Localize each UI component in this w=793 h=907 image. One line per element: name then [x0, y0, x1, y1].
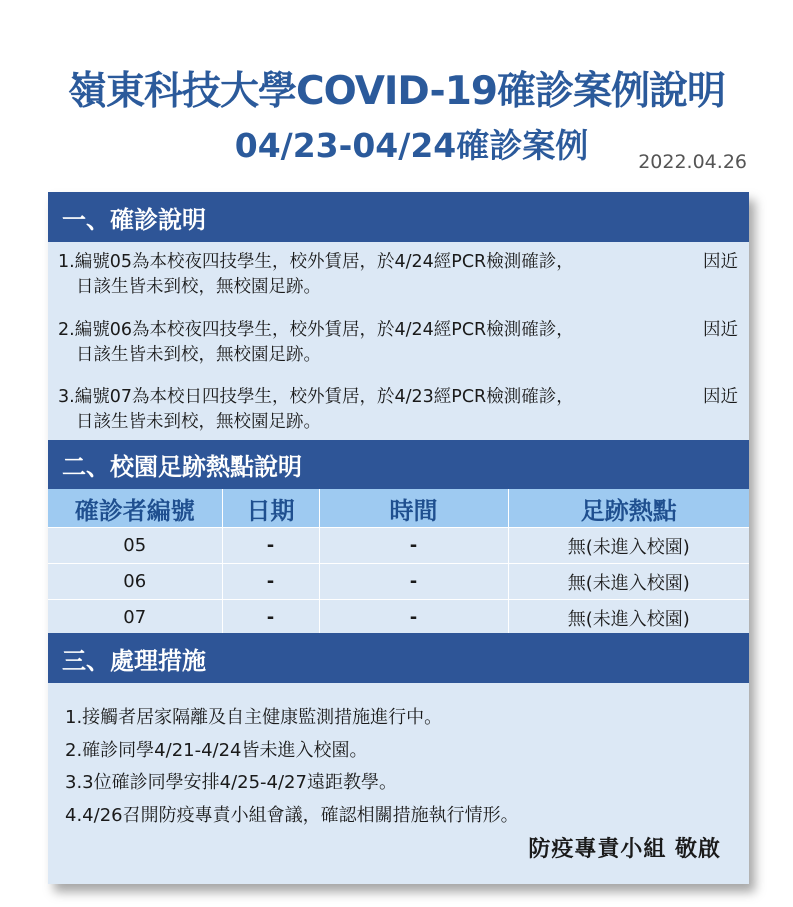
table-cell: 05 [48, 528, 222, 564]
case-text-tail: 因近 [703, 320, 738, 340]
notice-card [48, 192, 749, 884]
table-row [48, 564, 749, 600]
table-row [48, 600, 749, 636]
table-cell: 07 [48, 600, 222, 636]
table-row [48, 528, 749, 564]
case-item [58, 250, 738, 300]
case-text-tail: 因近 [703, 252, 738, 272]
signature: 防疫專責小組 敬啟 [528, 837, 721, 862]
case-text-line2: 日該生皆未到校，無校園足跡。 [76, 277, 321, 297]
case-text-tail: 因近 [703, 387, 738, 407]
case-item [58, 318, 738, 368]
list-item: 3.3位確診同學安排4/25-4/27遠距教學。 [65, 772, 397, 793]
section1-header: 一、確診說明 [48, 192, 749, 242]
table-cell: - [222, 600, 319, 636]
table-cell: - [319, 564, 508, 600]
column-header: 確診者編號 [48, 489, 222, 528]
table-cell: - [222, 528, 319, 564]
publish-date: 2022.04.26 [638, 151, 747, 173]
case-text-line2: 日該生皆未到校，無校園足跡。 [76, 412, 321, 432]
case-text: 1.編號05為本校夜四技學生，校外賃居，於4/24經PCR檢測確診， [58, 252, 574, 272]
measures-list [65, 702, 735, 832]
column-header: 足跡熱點 [508, 489, 749, 528]
section2-header: 二、校園足跡熱點說明 [48, 440, 749, 489]
case-text: 2.編號06為本校夜四技學生，校外賃居，於4/24經PCR檢測確診， [58, 320, 574, 340]
column-header: 時間 [319, 489, 508, 528]
hotspot-table [48, 489, 749, 635]
page-title: 嶺東科技大學COVID-19確診案例說明 [68, 69, 725, 114]
table-cell: 無(未進入校園) [508, 528, 749, 564]
list-item: 4.4/26召開防疫專責小組會議，確認相關措施執行情形。 [65, 804, 519, 826]
case-text: 3.編號07為本校日四技學生，校外賃居，於4/23經PCR檢測確診， [58, 387, 574, 407]
table-cell: - [319, 600, 508, 636]
table-cell: 無(未進入校園) [508, 564, 749, 600]
table-cell: - [222, 564, 319, 600]
case-text-line2: 日該生皆未到校，無校園足跡。 [76, 345, 321, 365]
case-item [58, 385, 738, 435]
section3-header: 三、處理措施 [48, 633, 749, 683]
table-cell: 06 [48, 564, 222, 600]
list-item: 2.確診同學4/21-4/24皆未進入校園。 [65, 739, 368, 761]
table-cell: - [319, 528, 508, 564]
page-subtitle: 04/23-04/24確診案例 [234, 126, 589, 165]
table-cell: 無(未進入校園) [508, 600, 749, 636]
column-header: 日期 [222, 489, 319, 528]
table-header-row [48, 489, 749, 528]
list-item: 1.接觸者居家隔離及自主健康監測措施進行中。 [65, 707, 443, 728]
